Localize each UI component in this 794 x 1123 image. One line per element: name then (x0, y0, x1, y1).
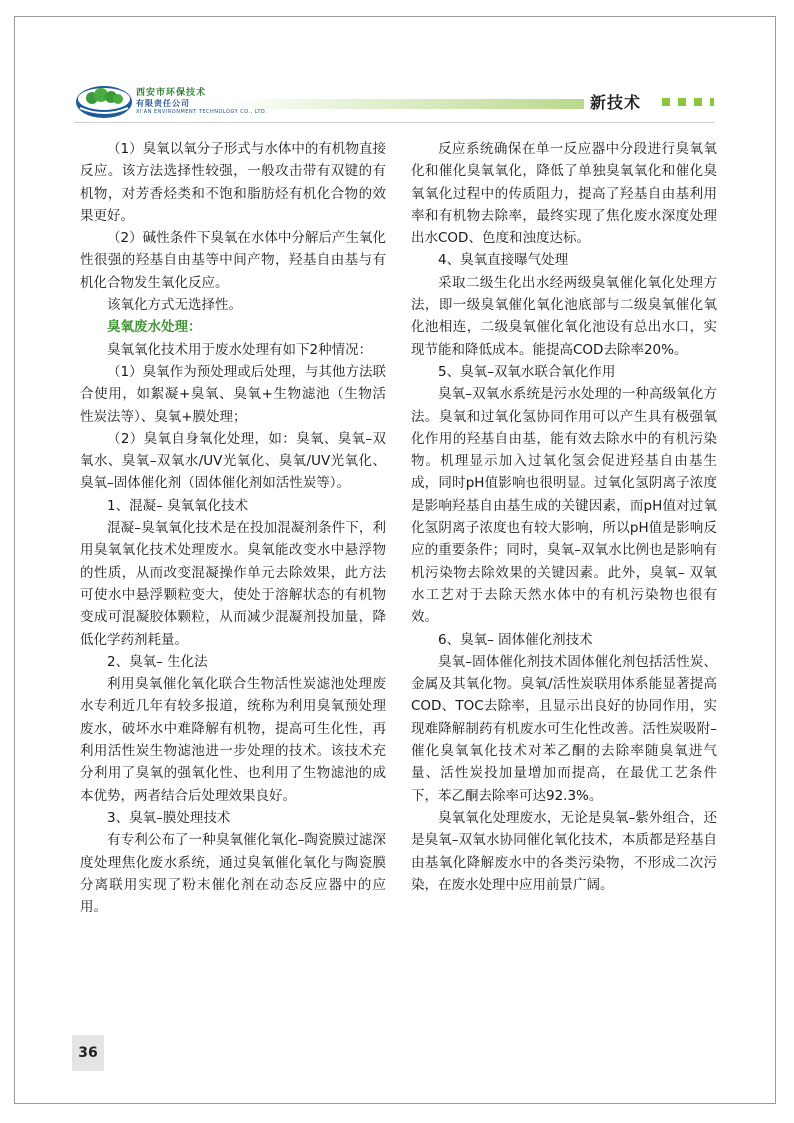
paragraph: 臭氧–双氧水系统是污水处理的一种高级氧化方法。臭氧和过氧化氢协同作用可以产生具有极强氧化作用的羟基自由基，能有效去除水中的有机污染物。机理显示加入过氧化氢会促进羟基自由基生成，同时pH值影响也很明显。过氧化氢阴离子浓度是影响羟基自由基生成的关键因素，而pH值对过氧化氢阴离子浓度也有较大影响，所以pH值是影响反应的重要条件；同时，臭氧–双氧水比例也是影响有机污染物去除效果的关键因素。此外，臭氧– 双氧水工艺对于去除天然水体中的有机污染物也很有效。 (411, 386, 717, 626)
header-square-decor (694, 98, 702, 106)
subsection-heading: 臭氧废水处理： (107, 319, 202, 336)
paragraph: 有专利公布了一种臭氧催化氧化–陶瓷膜过滤深度处理焦化废水系统，通过臭氧催化氧化与陶瓷膜分离联用实现了粉末催化剂在动态反应器中的应用。 (80, 832, 386, 916)
right-column (411, 138, 717, 896)
header-square-decor (662, 98, 670, 106)
page-number-box (72, 1035, 104, 1071)
subsection-heading: 2、臭氧– 生化法 (107, 653, 208, 670)
subsection-heading: 3、臭氧–膜处理技术 (107, 809, 231, 826)
header-square-decor (678, 98, 686, 106)
header-divider (74, 122, 714, 123)
paragraph: （2）碱性条件下臭氧在水体中分解后产生氧化性很强的羟基自由基等中间产物，羟基自由基与有机化合物发生氧化反应。 (80, 230, 386, 291)
left-column (80, 138, 386, 918)
paragraph: （1）臭氧作为预处理或后处理，与其他方法联合使用，如絮凝+臭氧、臭氧+生物滤池（生物活性炭法等）、臭氧+膜处理； (80, 363, 386, 425)
header-square-decor (710, 98, 714, 106)
page-number: 36 (78, 1045, 98, 1061)
subsection-heading: 5、臭氧–双氧水联合氧化作用 (438, 363, 616, 380)
subsection-heading: 6、臭氧– 固体催化剂技术 (438, 631, 593, 648)
paragraph: 利用臭氧催化氧化联合生物活性炭滤池处理废水专利近几年有较多报道，统称为利用臭氧预处理废水，破坏水中难降解有机物，提高可生化性，再利用活性炭生物滤池进一步处理的技术。该技术充分利用了臭氧的强氧化性、也利用了生物滤池的成本优势，两者结合后处理效果良好。 (80, 676, 386, 804)
paragraph: 混凝–臭氧氧化技术是在投加混凝剂条件下，利用臭氧氧化技术处理废水。臭氧能改变水中悬浮物的性质，从而改变混凝操作单元去除效果，此方法可使水中悬浮颗粒变大，使处于溶解状态的有机物变成可混凝胶体颗粒，从而减少混凝剂投加量，降低化学药剂耗量。 (80, 520, 386, 648)
page-header (74, 84, 762, 124)
company-name-cn2: 有限责任公司 (136, 99, 190, 108)
company-name-en: XI'AN ENVIRONMENT TECHNOLOGY CO., LTD. (136, 109, 268, 115)
paragraph: 该氧化方式无选择性。 (107, 297, 242, 314)
paragraph: （2）臭氧自身氧化处理，如：臭氧、臭氧–双氧水、臭氧–双氧水/UV光氧化、臭氧/UV光氧化、臭氧–固体催化剂（固体催化剂如活性炭等）。 (80, 430, 386, 492)
subsection-heading: 4、臭氧直接曝气处理 (438, 252, 569, 269)
section-title: 新技术 (590, 93, 642, 112)
company-logo-icon (74, 84, 134, 120)
company-name-cn: 西安市环保技术 (136, 88, 207, 98)
paragraph: （1）臭氧以氧分子形式与水体中的有机物直接反应。该方法选择性较强，一般攻击带有双键的有机物，对芳香烃类和不饱和脂肪烃有机化合物的效果更好。 (80, 141, 386, 224)
paragraph: 臭氧氧化处理废水，无论是臭氧–紫外组合，还是臭氧–双氧水协同催化氧化技术，本质都是羟基自由基氧化降解废水中的各类污染物，不形成二次污染，在废水处理中应用前景广阔。 (411, 809, 717, 893)
paragraph: 臭氧–固体催化剂技术固体催化剂包括活性炭、金属及其氧化物。臭氧/活性炭联用体系能显著提高COD、TOC去除率，且显示出良好的协同作用，实现难降解制药有机废水可生化性改善。活性炭吸附–催化臭氧氧化技术对苯乙酮的去除率随臭氧进气量、活性炭投加量增加而提高，在最优工艺条件下，苯乙酮去除率可达92.3%。 (411, 653, 717, 804)
header-gradient-bar (224, 99, 584, 109)
subsection-heading: 1、混凝– 臭氧氧化技术 (107, 497, 249, 514)
paragraph: 反应系统确保在单一反应器中分段进行臭氧氧化和催化臭氧氧化，降低了单独臭氧氧化和催化臭氧氧化过程中的传质阻力，提高了羟基自由基利用率和有机物去除率，最终实现了焦化废水深度处理出水COD、色度和浊度达标。 (411, 141, 717, 247)
paragraph: 臭氧氧化技术用于废水处理有如下2种情况： (107, 341, 373, 358)
paragraph: 采取二级生化出水经两级臭氧催化氧化处理方法，即一级臭氧催化氧化池底部与二级臭氧催化氧化池相连，二级臭氧催化氧化池设有总出水口，实现节能和降低成本。能提高COD去除率20%。 (411, 274, 717, 358)
